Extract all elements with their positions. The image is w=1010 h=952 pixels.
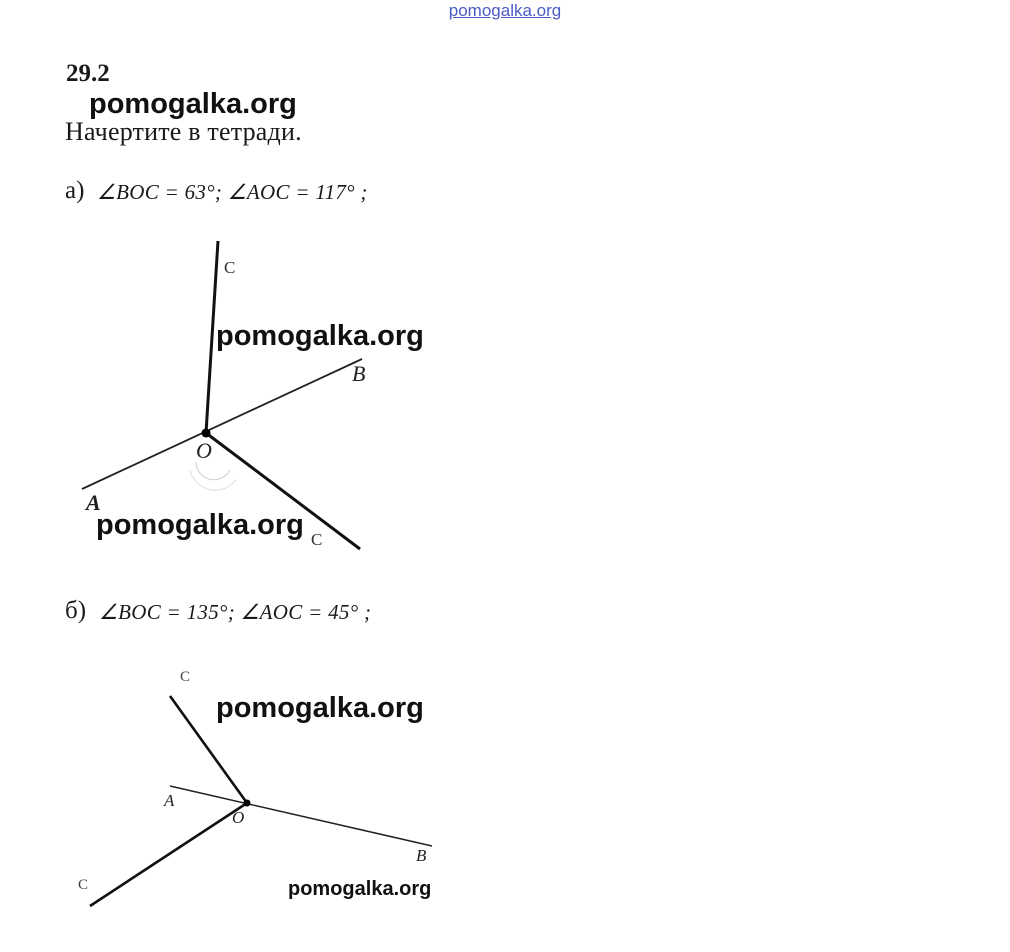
point-label-o: O: [196, 438, 212, 463]
vertex-o-dot: [244, 800, 251, 807]
site-link[interactable]: pomogalka.org: [448, 1, 562, 20]
watermark: pomogalka.org: [96, 509, 304, 541]
point-label-c-down: C: [311, 530, 323, 549]
point-label-c-up: C: [224, 258, 236, 277]
ray-oc-down: [90, 803, 247, 906]
part-b-formula: ∠BOC = 135°; ∠AOC = 45° ;: [99, 600, 372, 624]
watermark: pomogalka.org: [89, 88, 297, 120]
point-label-c-down: C: [78, 877, 89, 893]
part-b-label: б): [65, 597, 87, 624]
point-label-a: A: [86, 490, 101, 515]
point-label-c-up: C: [180, 669, 191, 685]
point-label-o: O: [232, 808, 245, 827]
problem-number: 29.2: [66, 60, 110, 87]
point-label-a: A: [164, 791, 175, 810]
point-label-b: B: [352, 361, 366, 386]
instruction-text: Начертите в тетради.: [65, 117, 302, 146]
watermark: pomogalka.org: [288, 878, 432, 900]
line-ab: [170, 786, 432, 846]
watermark: pomogalka.org: [216, 320, 424, 352]
watermark: pomogalka.org: [216, 692, 424, 724]
part-a-formula: ∠BOC = 63°; ∠AOC = 117° ;: [97, 180, 368, 204]
point-label-b: B: [416, 846, 427, 865]
part-a-label: а): [65, 177, 85, 204]
